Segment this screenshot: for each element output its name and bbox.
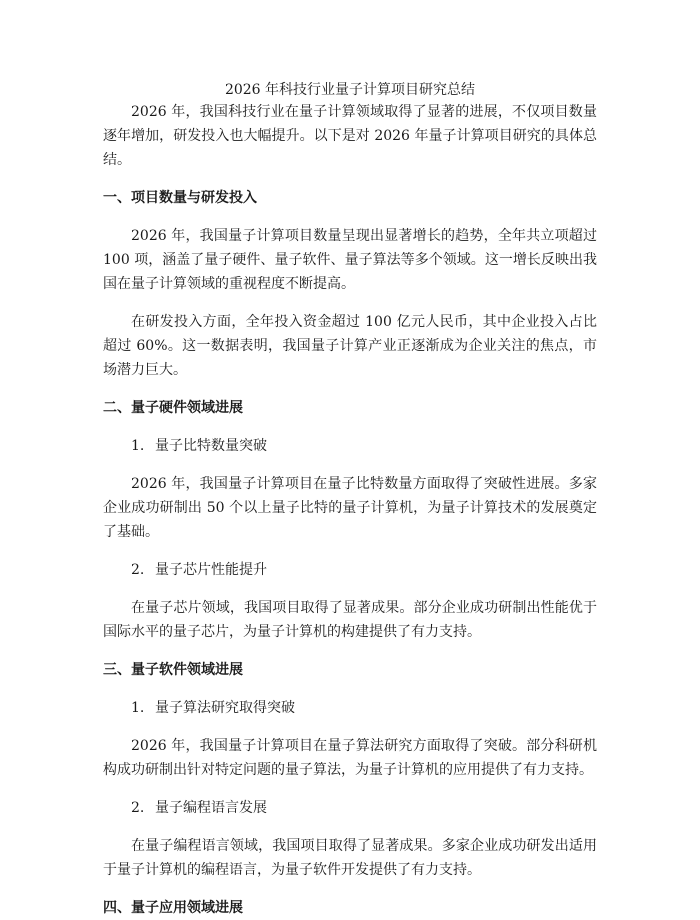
section-heading-3: 三、量子软件领域进展 bbox=[103, 662, 243, 678]
subheading-number: 1. bbox=[131, 438, 145, 454]
subheading-2-2 bbox=[103, 558, 597, 582]
section-heading-2: 二、量子硬件领域进展 bbox=[103, 400, 243, 416]
subheading-label: 量子芯片性能提升 bbox=[155, 562, 267, 578]
section-3-2-paragraph: 在量子编程语言领域，我国项目取得了显著成果。多家企业成功研发出适用于量子计算机的编程语言，为量子软件开发提供了有力支持。 bbox=[103, 838, 597, 878]
subheading-number: 2. bbox=[131, 800, 145, 816]
section-heading-1: 一、项目数量与研发投入 bbox=[103, 190, 257, 206]
subheading-label: 量子编程语言发展 bbox=[155, 800, 267, 816]
subheading-3-1 bbox=[103, 696, 597, 720]
section-1-paragraph-1: 2026 年，我国量子计算项目数量呈现出显著增长的趋势，全年共立项超过 100 项，涵盖了量子硬件、量子软件、量子算法等多个领域。这一增长反映出我国在量子计算领域的重视程度不断提高。 bbox=[103, 228, 597, 292]
subheading-label: 量子算法研究取得突破 bbox=[155, 700, 295, 716]
subheading-number: 1. bbox=[131, 700, 145, 716]
subheading-2-1 bbox=[103, 434, 597, 458]
section-2-1-paragraph: 2026 年，我国量子计算项目在量子比特数量方面取得了突破性进展。多家企业成功研制出 50 个以上量子比特的量子计算机，为量子计算技术的发展奠定了基础。 bbox=[103, 476, 597, 540]
subheading-number: 2. bbox=[131, 562, 145, 578]
section-heading-4: 四、量子应用领域进展 bbox=[103, 900, 243, 916]
intro-paragraph: 2026 年，我国科技行业在量子计算领域取得了显著的进展，不仅项目数量逐年增加，研发投入也大幅提升。以下是对 2026 年量子计算项目研究的具体总结。 bbox=[103, 104, 597, 168]
section-3-1-paragraph: 2026 年，我国量子计算项目在量子算法研究方面取得了突破。部分科研机构成功研制出针对特定问题的量子算法，为量子计算机的应用提供了有力支持。 bbox=[103, 738, 597, 778]
document-title: 2026 年科技行业量子计算项目研究总结 bbox=[224, 82, 476, 98]
section-1-paragraph-2: 在研发投入方面，全年投入资金超过 100 亿元人民币，其中企业投入占比超过 60%。这一数据表明，我国量子计算产业正逐渐成为企业关注的焦点，市场潜力巨大。 bbox=[103, 314, 597, 378]
subheading-label: 量子比特数量突破 bbox=[155, 438, 267, 454]
section-2-2-paragraph: 在量子芯片领域，我国项目取得了显著成果。部分企业成功研制出性能优于国际水平的量子芯片，为量子计算机的构建提供了有力支持。 bbox=[103, 600, 597, 640]
subheading-3-2 bbox=[103, 796, 597, 820]
